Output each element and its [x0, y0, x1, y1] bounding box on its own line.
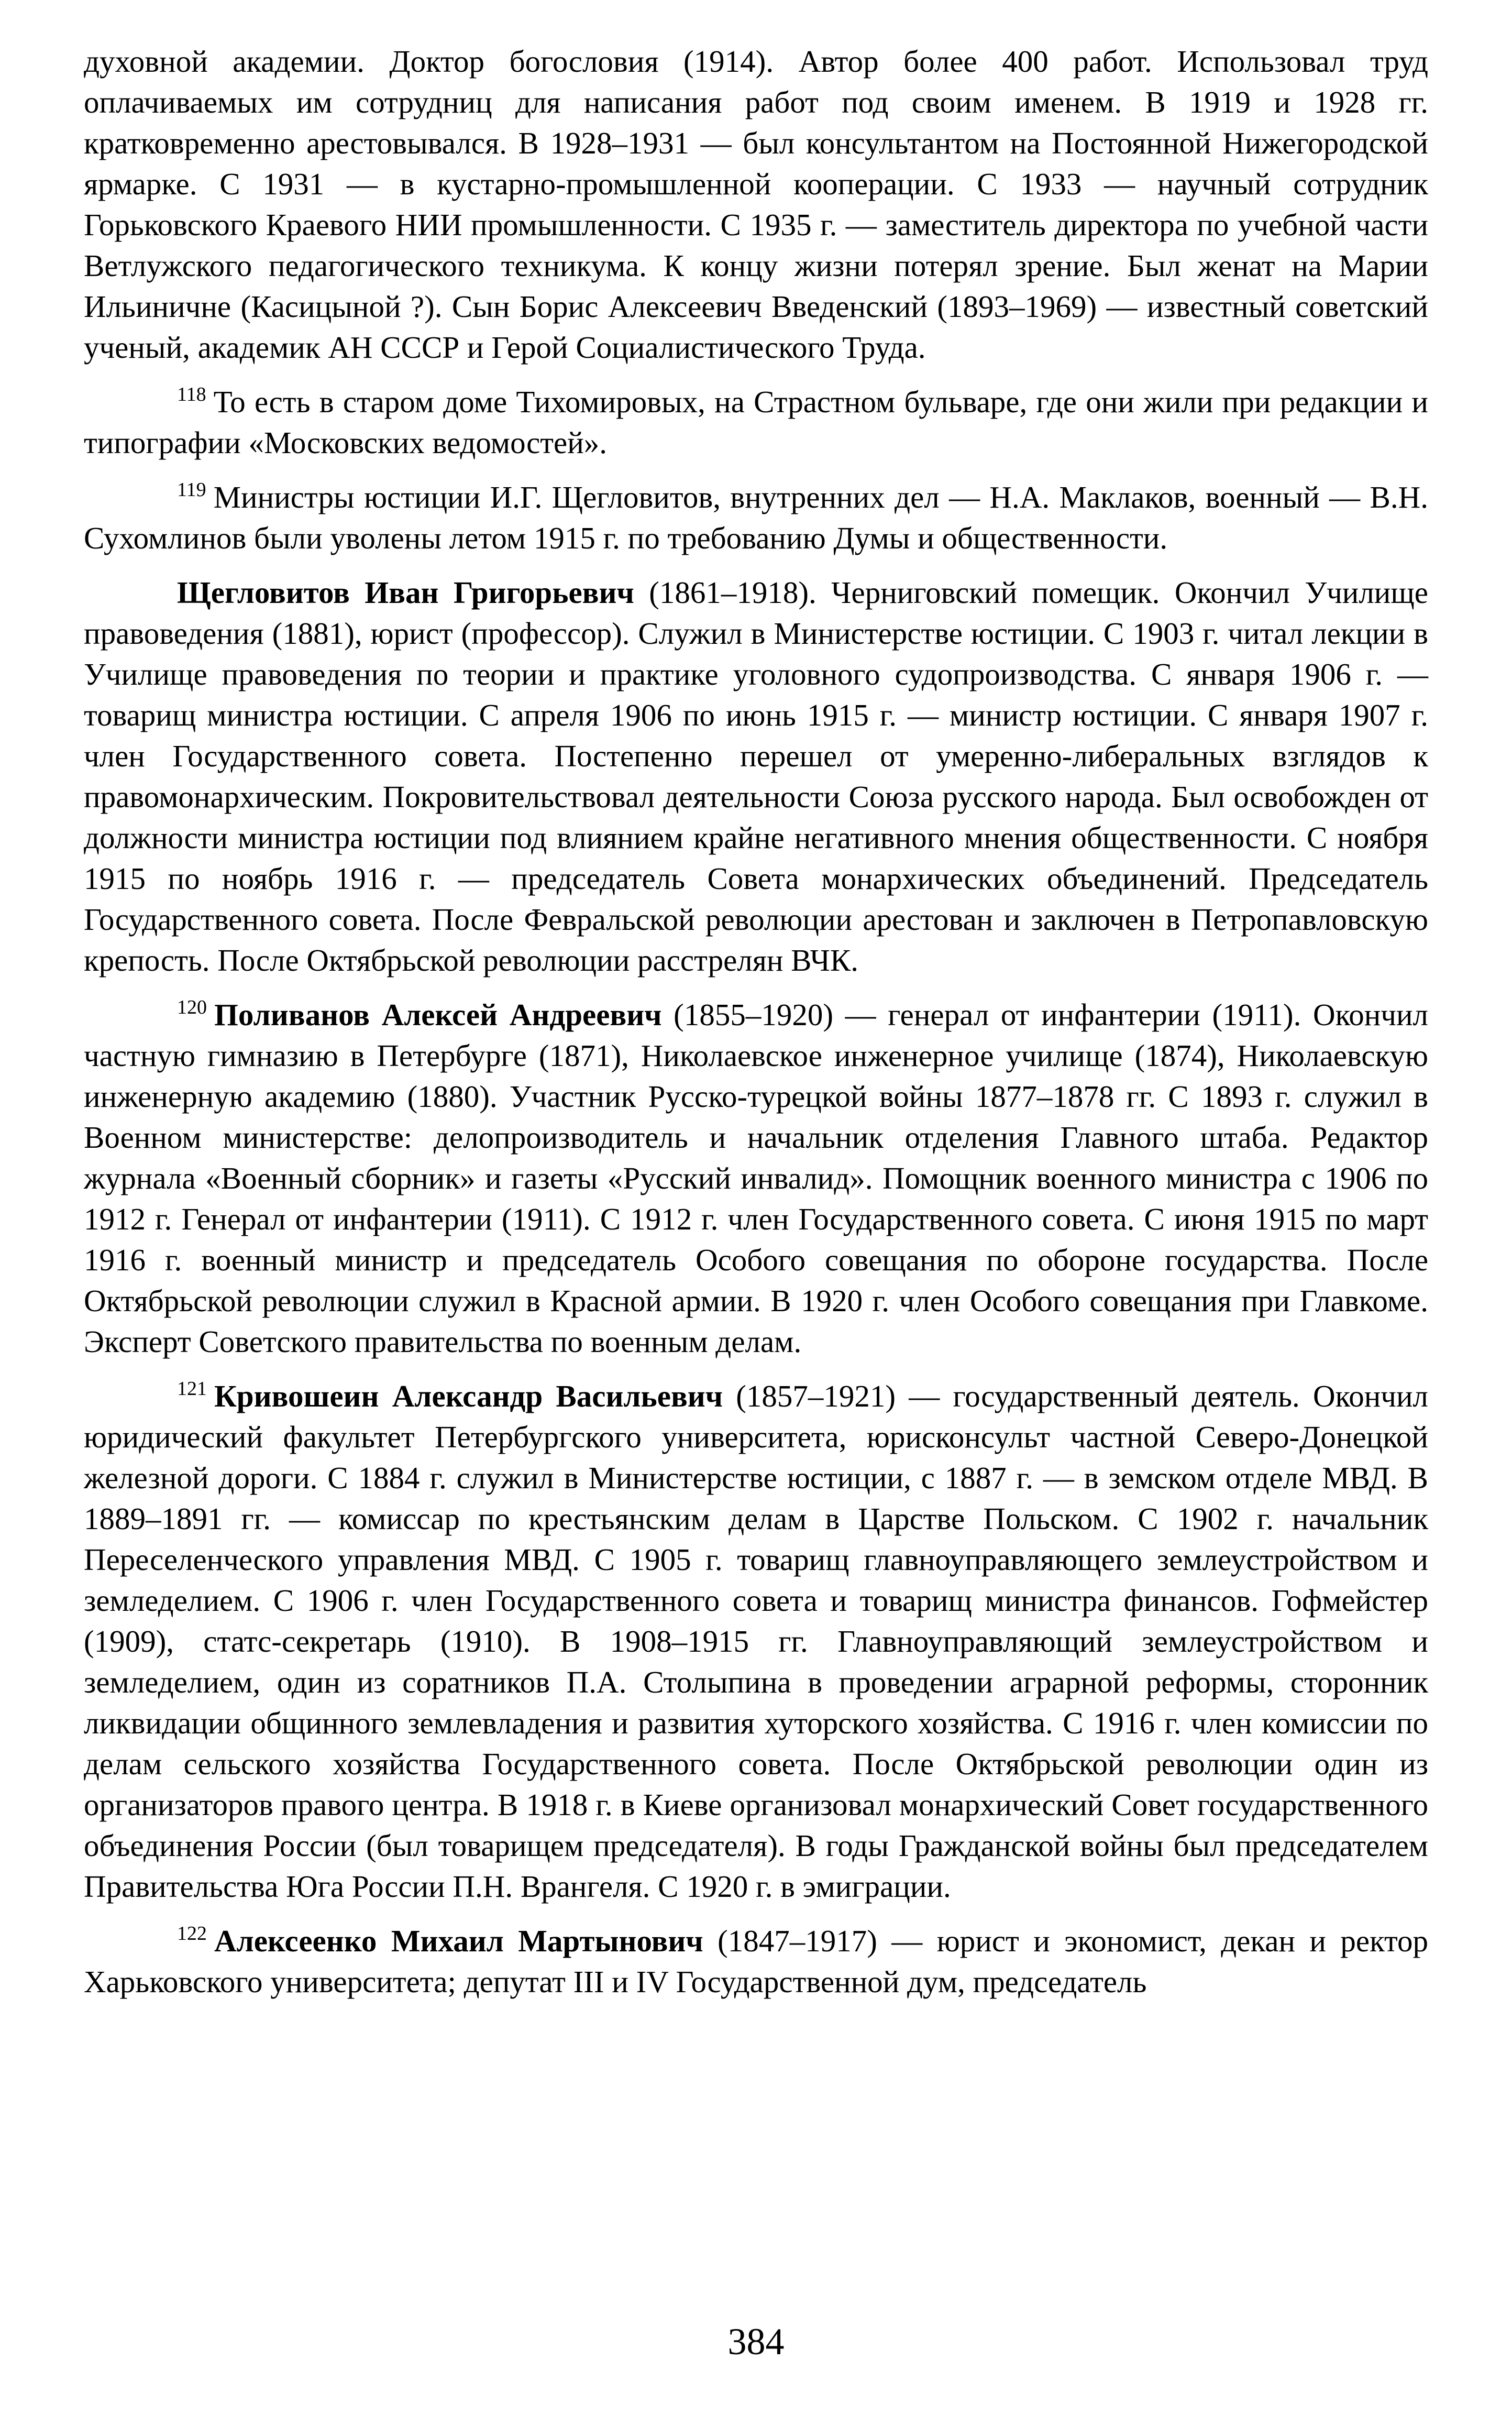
entry-shcheglovitov [84, 572, 1428, 981]
footnote-text: То есть в старом доме Тихомировых, на Страстном бульваре, где они жили при редакции и типографии «Московских ведомостей». [84, 385, 1428, 460]
page-number: 384 [727, 2321, 785, 2363]
footnote-number: 120 [177, 996, 207, 1018]
person-name: Кривошеин Александр Васильевич [214, 1379, 723, 1413]
continuation-paragraph: духовной академии. Доктор богословия (1914). Автор более 400 работ. Использовал труд оплачиваемых им сотрудниц для написания работ под своим именем. В 1919 и 1928 гг. кратковременно арестовывался. В 1928–1931 — был консультантом на Постоянной Нижегородской ярмарке. С 1931 — в кустарно-промышленной кооперации. С 1933 — научный сотрудник Горьковского Краевого НИИ промышленности. С 1935 г. — заместитель директора по учебной части Ветлужского педагогического техникума. К концу жизни потерял зрение. Был женат на Марии Ильиничне (Касицыной ?). Сын Борис Алексеевич Введенский (1893–1969) — известный советский ученый, академик АН СССР и Герой Социалистического Труда. [84, 44, 1428, 365]
footnote-120 [84, 994, 1428, 1362]
footnote-number: 119 [177, 479, 206, 501]
entry-text: (1861–1918). Черниговский помещик. Окончил Училище правоведения (1881), юрист (профессор). Служил в Министерстве юстиции. С 1903 г. читал лекции в Училище правоведения по теории и практике уголовного судопроизводства. С января 1906 г. — товарищ министра юстиции. С апреля 1906 по июнь 1915 г. — министр юстиции. С января 1907 г. член Государственного совета. Постепенно перешел от умеренно-либеральных взглядов к правомонархическим. Покровительствовал деятельности Союза русского народа. Был освобожден от должности министра юстиции под влиянием крайне негативного мнения общественности. С ноября 1915 по ноябрь 1916 г. — председатель Совета монархических объединений. Председатель Государственного совета. После Февральской революции арестован и заключен в Петропавловскую крепость. После Октябрьской революции расстрелян ВЧК. [84, 575, 1428, 978]
footnote-119 [84, 477, 1428, 558]
footnote-text: Министры юстиции И.Г. Щегловитов, внутренних дел — Н.А. Маклаков, военный — В.Н. Сухомлинов были уволены летом 1915 г. по требованию Думы и общественности. [84, 480, 1428, 555]
footnote-121 [84, 1376, 1428, 1907]
footnote-118 [84, 381, 1428, 463]
person-name: Поливанов Алексей Андреевич [214, 997, 662, 1032]
footnote-text: (1857–1921) — государственный деятель. Окончил юридический факультет Петербургского университета, юрисконсульт частной Северо-Донецкой железной дороги. С 1884 г. служил в Министерстве юстиции, с 1887 г. — в земском отделе МВД. В 1889–1891 гг. — комиссар по крестьянским делам в Царстве Польском. С 1902 г. начальник Переселенческого управления МВД. С 1905 г. товарищ главноуправляющего землеустройством и земледелием. С 1906 г. член Государственного совета и товарищ министра финансов. Гофмейстер (1909), статс-секретарь (1910). В 1908–1915 гг. Главноуправляющий землеустройством и земледелием, один из соратников П.А. Столыпина в проведении аграрной реформы, сторонник ликвидации общинного землевладения и развития хуторского хозяйства. С 1916 г. член комиссии по делам сельского хозяйства Государственного совета. После Октябрьской революции один из организаторов правого центра. В 1918 г. в Киеве организовал монархический Совет государственного объединения России (был товарищем председателя). В годы Гражданской войны был председателем Правительства Юга России П.Н. Врангеля. С 1920 г. в эмиграции. [84, 1379, 1428, 1904]
footnote-number: 118 [177, 383, 206, 405]
footnote-text: (1847–1917) — юрист и экономист, декан и ректор Харьковского университета; депутат III и IV Государственной дум, председатель [84, 1924, 1428, 1999]
footnote-122 [84, 1920, 1428, 2002]
footnote-number: 122 [177, 1923, 207, 1945]
footnote-text: (1855–1920) — генерал от инфантерии (1911). Окончил частную гимназию в Петербурге (1871), Николаевское инженерное училище (1874), Николаевскую инженерную академию (1880). Участник Русско-турецкой войны 1877–1878 гг. С 1893 г. служил в Военном министерстве: делопроизводитель и начальник отделения Главного штаба. Редактор журнала «Военный сборник» и газеты «Русский инвалид». Помощник военного министра с 1906 по 1912 г. Генерал от инфантерии (1911). С 1912 г. член Государственного совета. С июня 1915 по март 1916 г. военный министр и председатель Особого совещания по обороне государства. После Октябрьской революции служил в Красной армии. В 1920 г. член Особого совещания при Главкоме. Эксперт Советского правительства по военным делам. [84, 997, 1428, 1359]
person-name: Алексеенко Михаил Мартынович [214, 1924, 703, 1958]
footnote-number: 121 [177, 1378, 207, 1400]
person-name: Щегловитов Иван Григорьевич [177, 575, 634, 610]
text-block [84, 41, 1428, 2002]
